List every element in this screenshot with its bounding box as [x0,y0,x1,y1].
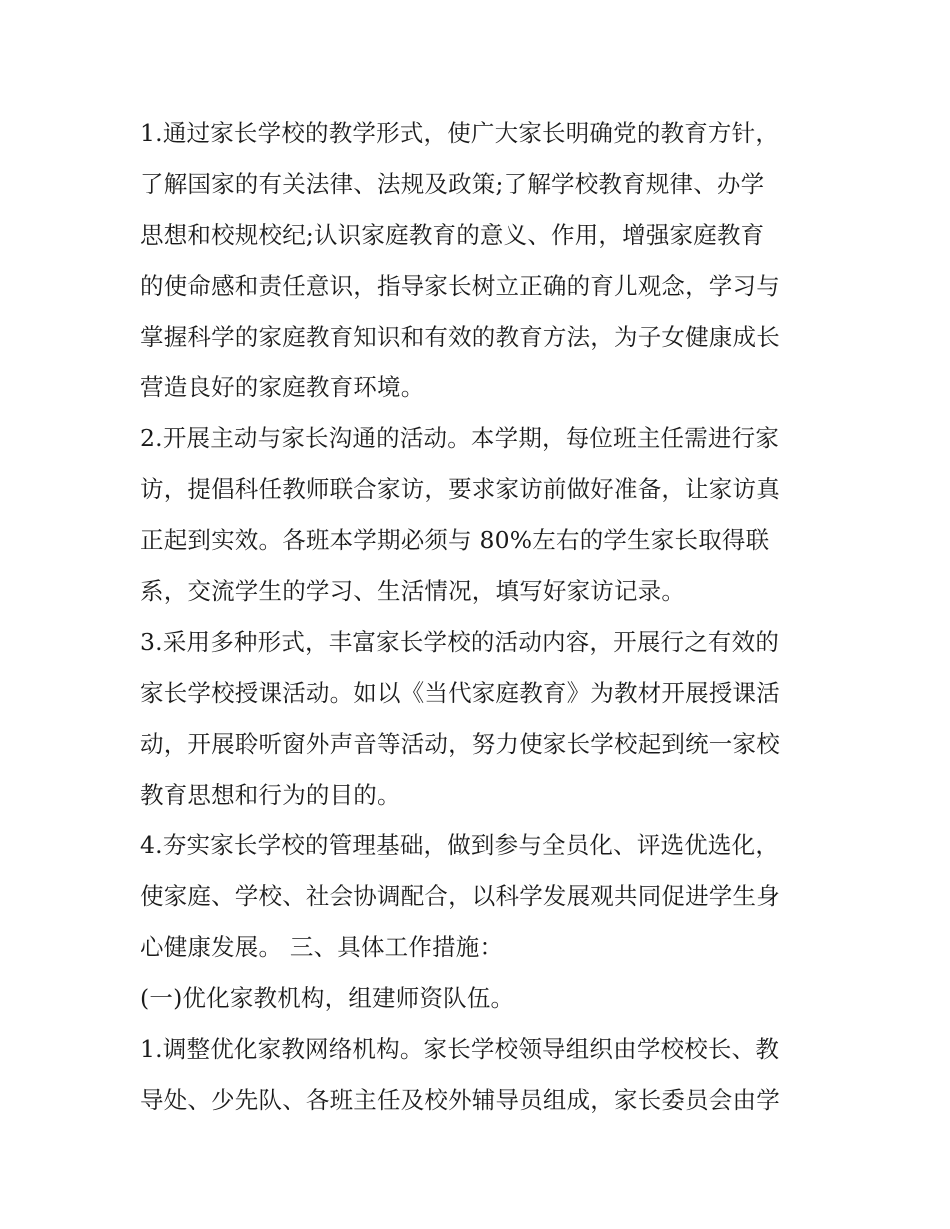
text-line: 营造良好的家庭教育环境。 [140,373,425,402]
text-line: 的使命感和责任意识，指导家长树立正确的育儿观念，学习与 [140,271,780,300]
text-line: 1.调整优化家教网络机构。家长学校领导组织由学校校长、教 [140,1035,780,1064]
text-line: 动，开展聆听窗外声音等活动，努力使家长学校起到统一家校 [140,729,780,758]
text-line: 2.开展主动与家长沟通的活动。本学期，每位班主任需进行家 [140,424,780,453]
text-line: 正起到实效。各班本学期必须与 80%左右的学生家长取得联 [140,526,770,555]
text-line: 访，提倡科任教师联合家访，要求家访前做好准备，让家访真 [140,475,780,504]
text-line: 教育思想和行为的目的。 [140,780,401,809]
text-line: 3.采用多种形式，丰富家长学校的活动内容，开展行之有效的 [140,627,780,656]
text-line: 掌握科学的家庭教育知识和有效的教育方法，为子女健康成长 [140,322,780,351]
text-line: (一)优化家教机构，组建师资队伍。 [140,984,515,1013]
text-line: 了解国家的有关法律、法规及政策;了解学校教育规律、办学 [140,169,765,198]
text-line: 4.夯实家长学校的管理基础，做到参与全员化、评选优选化， [140,831,780,860]
text-line: 家长学校授课活动。如以《当代家庭教育》为教材开展授课活 [140,678,780,707]
text-line: 使家庭、学校、社会协调配合，以科学发展观共同促进学生身 [140,882,780,911]
text-line: 1.通过家长学校的教学形式，使广大家长明确党的教育方针， [140,119,780,147]
text-line: 思想和校规校纪;认识家庭教育的意义、作用，增强家庭教育 [140,220,765,249]
text-line: 系，交流学生的学习、生活情况，填写好家访记录。 [140,577,686,606]
document-body [140,108,820,1126]
text-line: 导处、少先队、各班主任及校外辅导员组成，家长委员会由学 [140,1085,780,1114]
text-line: 心健康发展。 三、具体工作措施： [140,933,504,962]
